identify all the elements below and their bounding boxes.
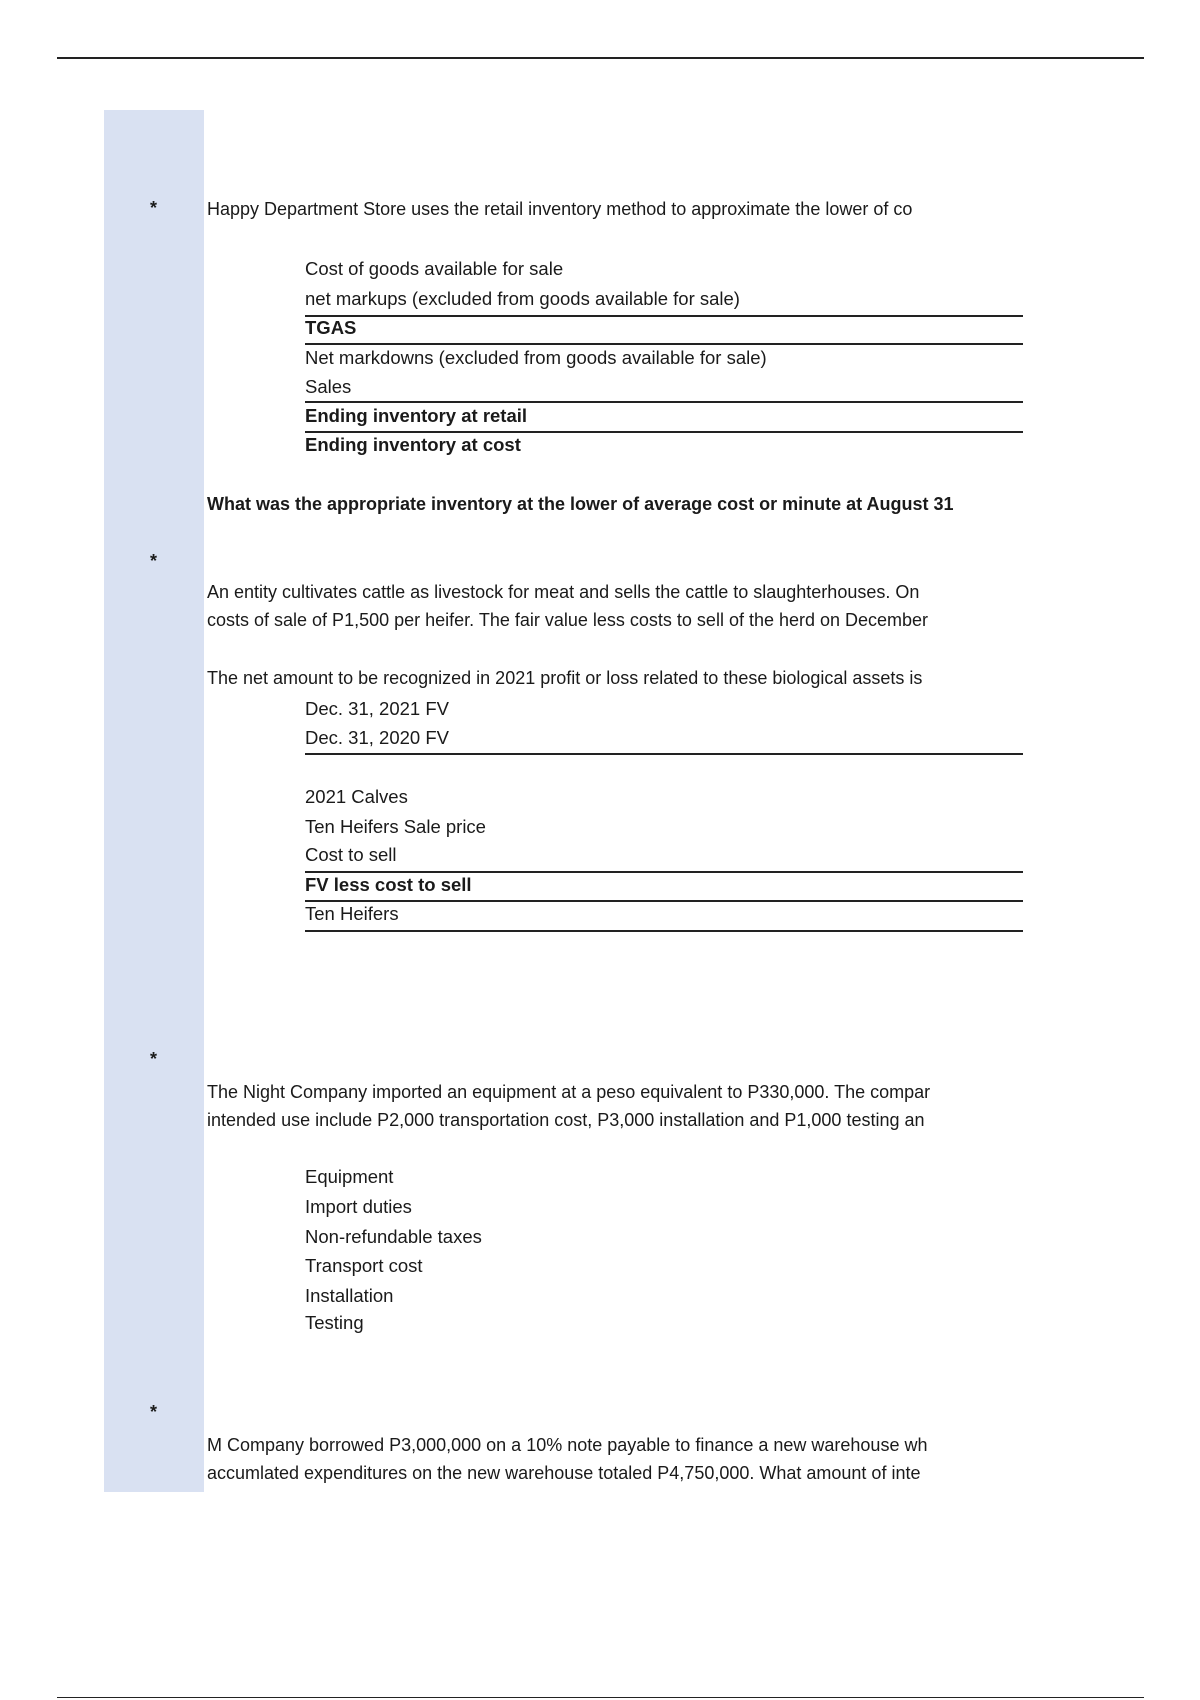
line-item: Cost of goods available for sale bbox=[305, 258, 564, 279]
divider bbox=[305, 431, 1023, 433]
line-item: Net markdowns (excluded from goods available for sale) bbox=[305, 347, 767, 368]
question-intro-line: The Night Company imported an equipment at a peso equivalent to P330,000. The compar bbox=[207, 1082, 931, 1102]
divider bbox=[305, 343, 1023, 345]
line-item: Equipment bbox=[305, 1166, 394, 1187]
question-intro: Happy Department Store uses the retail inventory method to approximate the lower of co bbox=[207, 199, 913, 219]
question-text: The net amount to be recognized in 2021 profit or loss related to these biological assets is bbox=[207, 668, 923, 688]
line-item: Ten Heifers Sale price bbox=[305, 816, 486, 837]
line-item: 2021 Calves bbox=[305, 786, 408, 807]
line-item: Installation bbox=[305, 1285, 394, 1306]
line-item: Dec. 31, 2020 FV bbox=[305, 727, 449, 748]
divider bbox=[305, 315, 1023, 317]
line-item: Ten Heifers bbox=[305, 903, 399, 924]
divider bbox=[305, 930, 1023, 932]
bottom-rule bbox=[57, 1697, 1144, 1698]
line-item: Dec. 31, 2021 FV bbox=[305, 698, 449, 719]
question-marker: * bbox=[150, 198, 158, 218]
question-intro-line: intended use include P2,000 transportation cost, P3,000 installation and P1,000 testing an bbox=[207, 1110, 925, 1130]
question-intro-line: M Company borrowed P3,000,000 on a 10% note payable to finance a new warehouse wh bbox=[207, 1435, 928, 1455]
marker-column bbox=[104, 110, 204, 1492]
line-item: Cost to sell bbox=[305, 844, 397, 865]
line-item: Sales bbox=[305, 376, 352, 397]
line-item-total: FV less cost to sell bbox=[305, 874, 472, 895]
line-item-total: TGAS bbox=[305, 317, 357, 338]
line-item: Non-refundable taxes bbox=[305, 1226, 482, 1247]
line-item: Testing bbox=[305, 1312, 364, 1333]
question-marker: * bbox=[150, 551, 158, 571]
question-intro bbox=[207, 578, 1023, 634]
divider bbox=[305, 900, 1023, 902]
divider bbox=[305, 871, 1023, 873]
line-item-total: Ending inventory at cost bbox=[305, 434, 521, 455]
question-intro bbox=[207, 1431, 1023, 1487]
line-item-total: Ending inventory at retail bbox=[305, 405, 528, 426]
question-marker: * bbox=[150, 1402, 158, 1422]
line-item: Import duties bbox=[305, 1196, 412, 1217]
line-item: net markups (excluded from goods available for sale) bbox=[305, 288, 740, 309]
top-rule bbox=[57, 57, 1144, 59]
divider bbox=[305, 753, 1023, 755]
question-intro-line: costs of sale of P1,500 per heifer. The fair value less costs to sell of the herd on December bbox=[207, 610, 929, 630]
line-item: Transport cost bbox=[305, 1255, 423, 1276]
question-intro-line: An entity cultivates cattle as livestock for meat and sells the cattle to slaughterhouses. On bbox=[207, 582, 920, 602]
question-intro bbox=[207, 1078, 1023, 1134]
question-marker: * bbox=[150, 1049, 158, 1069]
question-text: What was the appropriate inventory at the lower of average cost or minute at August 31 bbox=[207, 494, 954, 514]
question-intro-line: accumlated expenditures on the new warehouse totaled P4,750,000. What amount of inte bbox=[207, 1463, 921, 1483]
divider bbox=[305, 401, 1023, 403]
